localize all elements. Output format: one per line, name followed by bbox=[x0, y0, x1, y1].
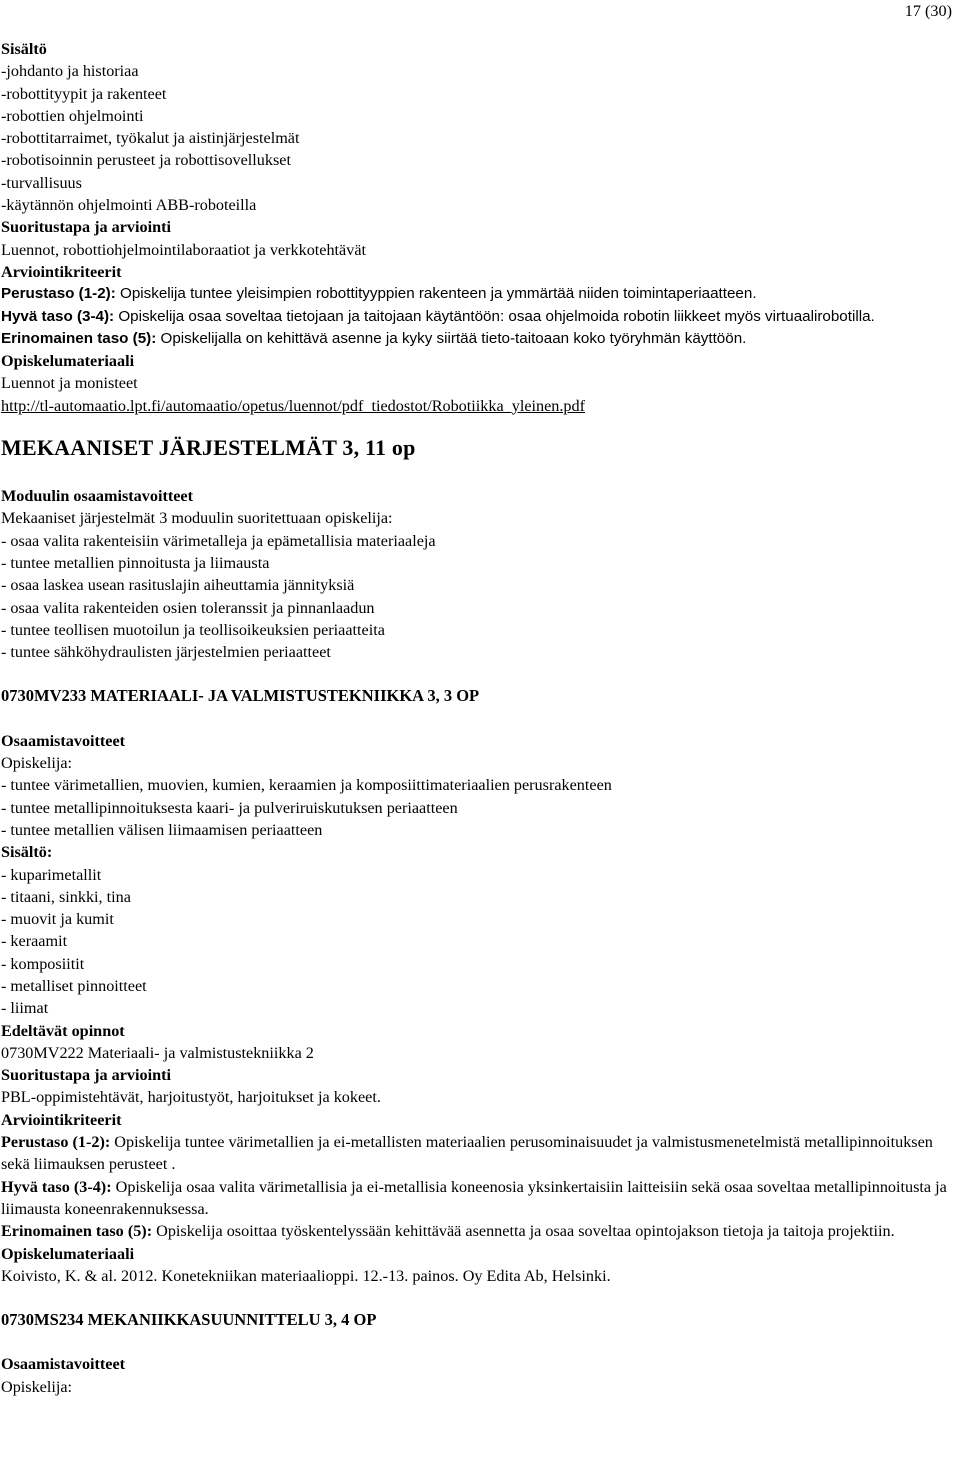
criteria-text: Opiskelija osoittaa työskentelyssään kehittävää asennetta ja osaa soveltaa opintojakson tietoja ja taitoja projektiin. bbox=[152, 1222, 895, 1241]
materiaali-link[interactable]: http://tl-automaatio.lpt.fi/automaatio/opetus/luennot/pdf_tiedostot/Robotiikka_yleinen.pdf bbox=[1, 396, 586, 415]
course-intro: Opiskelija: bbox=[1, 1377, 73, 1396]
criteria-hyva bbox=[1, 1176, 956, 1221]
list-item: - muovit ja kumit bbox=[1, 910, 114, 929]
edeltavat-text: 0730MV222 Materiaali- ja valmistustekniikka 2 bbox=[1, 1043, 314, 1062]
page-number: 17 (30) bbox=[904, 2, 952, 20]
criteria-text: Opiskelija tuntee värimetallien ja ei-metallisten materiaalien perusominaisuudet ja valmistusmenetelmistä metallipinnoituksen sekä liimauksen perusteet . bbox=[1, 1133, 933, 1174]
section-heading-osaamistavoitteet: Osaamistavoitteet bbox=[1, 731, 126, 750]
list-item: - tuntee teollisen muotoilun ja teollisoikeuksien periaatteita bbox=[1, 620, 385, 639]
course-title: 0730MS234 MEKANIIKKASUUNNITTELU 3, 4 OP bbox=[1, 1310, 377, 1330]
section-heading-suoritustapa: Suoritustapa ja arviointi bbox=[1, 1066, 171, 1085]
section-heading-sisalto: Sisältö bbox=[1, 40, 47, 58]
criteria-text: Opiskelija osaa valita värimetallisia ja ei-metallisia koneenosia yksinkertaisiin laitteisiin sekä osaa soveltaa metallipinnoitusta ja liimausta koneenrakennuksessa. bbox=[1, 1177, 947, 1218]
list-item: -robottitarraimet, työkalut ja aistinjärjestelmät bbox=[1, 129, 300, 148]
course-goal-list bbox=[1, 774, 956, 841]
criteria-label: Erinomainen taso (5): bbox=[1, 329, 157, 347]
list-item: - tuntee värimetallien, muovien, kumien, keraamien ja komposiittimateriaalien perusrakenteen bbox=[1, 776, 612, 795]
criteria-text: Opiskelija osaa soveltaa tietojaan ja taitojaan käytäntöön: osaa ohjelmoida robotin liikkeet myös virtuaalirobotilla. bbox=[114, 307, 875, 325]
suoritustapa-text: Luennot, robottiohjelmointilaboraatiot ja verkkotehtävät bbox=[1, 240, 367, 259]
section-heading-suoritustapa: Suoritustapa ja arviointi bbox=[1, 218, 171, 237]
course-ms234 bbox=[1, 1309, 956, 1398]
list-item: -johdanto ja historiaa bbox=[1, 62, 139, 81]
suoritustapa-text: PBL-oppimistehtävät, harjoitustyöt, harjoitukset ja kokeet. bbox=[1, 1088, 381, 1107]
list-item: - liimat bbox=[1, 999, 49, 1018]
module-intro: Mekaaniset järjestelmät 3 moduulin suoritettuaan opiskelija: bbox=[1, 509, 393, 528]
section-heading-opiskelumateriaali: Opiskelumateriaali bbox=[1, 1244, 135, 1263]
list-item: -käytännön ohjelmointi ABB-roboteilla bbox=[1, 196, 257, 215]
section-heading-opiskelumateriaali: Opiskelumateriaali bbox=[1, 352, 135, 371]
course-intro: Opiskelija: bbox=[1, 754, 73, 773]
criteria-label: Hyvä taso (3-4): bbox=[1, 1177, 112, 1196]
list-item: - osaa valita rakenteiden osien toleranssit ja pinnanlaadun bbox=[1, 598, 375, 617]
course-title: 0730MV233 MATERIAALI- JA VALMISTUSTEKNIIKKA 3, 3 OP bbox=[1, 686, 480, 706]
sisalto-list bbox=[1, 864, 956, 1020]
criteria-text: Opiskelijalla on kehittävä asenne ja kyky siirtää tieto-taitoaan koko työryhmän käyttöön. bbox=[156, 329, 747, 347]
section-heading-osaamistavoitteet: Osaamistavoitteet bbox=[1, 1355, 126, 1374]
list-item: - osaa valita rakenteisiin värimetalleja ja epämetallisia materiaaleja bbox=[1, 531, 436, 550]
list-item: -robottityypit ja rakenteet bbox=[1, 84, 167, 103]
criteria-perustaso bbox=[1, 1131, 956, 1176]
list-item: -robotisoinnin perusteet ja robottisovellukset bbox=[1, 151, 291, 170]
list-item: - metalliset pinnoitteet bbox=[1, 976, 147, 995]
criteria-perustaso bbox=[1, 283, 956, 305]
list-item: - osaa laskea usean rasituslajin aiheuttamia jännityksiä bbox=[1, 576, 355, 595]
course-mv233 bbox=[1, 685, 956, 1287]
list-item: - titaani, sinkki, tina bbox=[1, 887, 131, 906]
section-heading-edeltavat-opinnot: Edeltävät opinnot bbox=[1, 1021, 125, 1040]
criteria-label: Erinomainen taso (5): bbox=[1, 1222, 153, 1241]
criteria-text: Opiskelija tuntee yleisimpien robottityyppien rakenteen ja ymmärtää niiden toimintaperiaatteen. bbox=[115, 285, 757, 303]
criteria-erinomainen bbox=[1, 328, 956, 350]
list-item: -turvallisuus bbox=[1, 173, 82, 192]
list-item: - keraamit bbox=[1, 932, 68, 951]
module-goal-list bbox=[1, 530, 956, 664]
section-heading-arviointikriteerit: Arviointikriteerit bbox=[1, 262, 122, 281]
materiaali-text: Luennot ja monisteet bbox=[1, 374, 138, 393]
list-item: - kuparimetallit bbox=[1, 865, 102, 884]
robotics-section bbox=[1, 38, 956, 417]
materiaali-text: Koivisto, K. & al. 2012. Konetekniikan materiaalioppi. 12.-13. painos. Oy Edita Ab, Helsinki. bbox=[1, 1266, 611, 1285]
section-heading-arviointikriteerit: Arviointikriteerit bbox=[1, 1110, 122, 1129]
module-title: MEKAANISET JÄRJESTELMÄT 3, 11 op bbox=[1, 435, 416, 461]
list-item: - tuntee metallipinnoituksesta kaari- ja pulveriruiskutuksen periaatteen bbox=[1, 798, 458, 817]
mekaaniset-module bbox=[1, 433, 956, 663]
criteria-label: Perustaso (1-2): bbox=[1, 285, 116, 303]
criteria-label: Hyvä taso (3-4): bbox=[1, 307, 115, 325]
section-heading-sisalto: Sisältö: bbox=[1, 843, 53, 862]
list-item: - komposiitit bbox=[1, 954, 85, 973]
list-item: -robottien ohjelmointi bbox=[1, 106, 144, 125]
list-item: - tuntee sähköhydraulisten järjestelmien periaatteet bbox=[1, 643, 331, 662]
criteria-erinomainen bbox=[1, 1220, 956, 1242]
list-item: - tuntee metallien välisen liimaamisen periaatteen bbox=[1, 820, 323, 839]
criteria-label: Perustaso (1-2): bbox=[1, 1133, 111, 1152]
criteria-hyva bbox=[1, 306, 956, 328]
sisalto-list bbox=[1, 60, 956, 216]
document-body bbox=[1, 38, 956, 1398]
list-item: - tuntee metallien pinnoitusta ja liimausta bbox=[1, 553, 270, 572]
section-heading-moduulin-osaamistavoitteet: Moduulin osaamistavoitteet bbox=[1, 487, 193, 506]
